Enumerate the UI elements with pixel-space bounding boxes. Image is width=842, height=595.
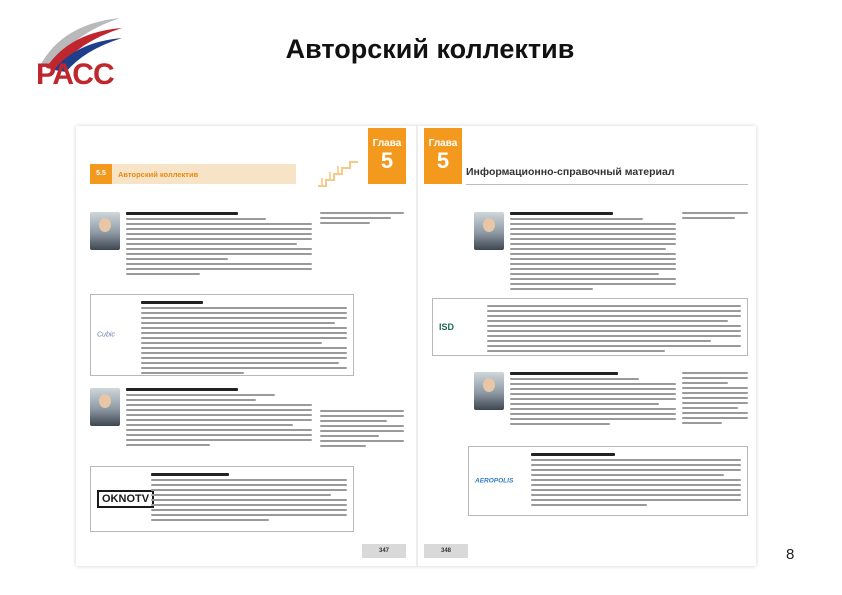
section-number: 5.5 <box>90 164 112 184</box>
author-sidenote-text <box>320 212 404 227</box>
book-spread <box>76 126 756 566</box>
author-sidenote-text <box>682 372 748 427</box>
author-photo <box>90 212 120 250</box>
author-bio-text <box>510 212 676 293</box>
company-box <box>90 466 354 532</box>
page-title: Авторский коллектив <box>285 34 575 64</box>
company-logo: ISD <box>439 322 455 332</box>
company-logo: OKNOTV <box>97 490 154 508</box>
company-box <box>432 298 748 356</box>
chapter-badge-left <box>368 128 406 184</box>
page-number: 348 <box>424 544 468 558</box>
left-page <box>76 126 416 566</box>
company-description-text <box>141 301 347 377</box>
author-photo <box>474 372 504 410</box>
right-page <box>418 126 756 566</box>
chapter-word: Глава <box>372 138 402 149</box>
author-sidenote-text <box>682 212 748 222</box>
chapter-badge-right <box>424 128 462 184</box>
author-photo <box>90 388 120 426</box>
company-logo: AEROPOLIS <box>475 477 514 485</box>
company-box <box>468 446 748 516</box>
company-description-text <box>151 473 347 524</box>
author-bio-text <box>126 388 312 449</box>
page-number: 347 <box>362 544 406 558</box>
company-box <box>90 294 354 376</box>
header-divider <box>466 184 748 185</box>
right-page-header: Информационно-справочный материал <box>466 166 675 178</box>
chapter-word: Глава <box>428 138 458 149</box>
slide-number: 8 <box>786 546 795 563</box>
rass-logo-text: РАСС <box>36 58 114 91</box>
author-bio-text <box>510 372 676 428</box>
chapter-number: 5 <box>436 148 450 173</box>
section-title: Авторский коллектив <box>118 170 199 179</box>
author-sidenote-text <box>320 410 404 450</box>
stairs-graphic-icon <box>316 158 364 188</box>
chapter-number: 5 <box>380 148 394 173</box>
company-description-text <box>531 453 741 509</box>
company-logo: Cubic <box>97 331 115 339</box>
company-description-text <box>487 305 741 355</box>
author-photo <box>474 212 504 250</box>
author-bio-text <box>126 212 312 278</box>
